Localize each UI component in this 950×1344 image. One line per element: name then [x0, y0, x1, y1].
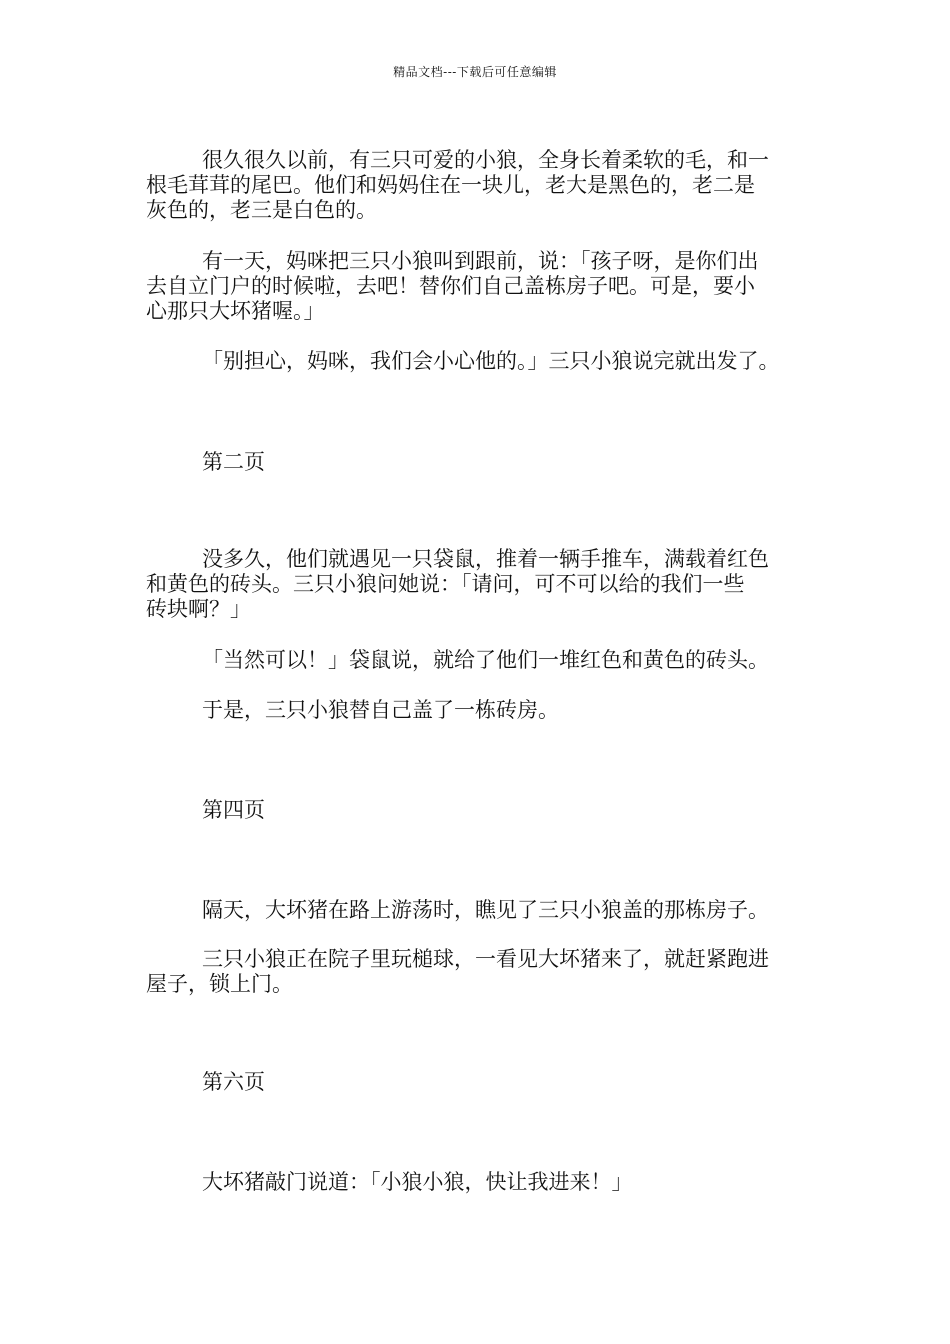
paragraph-5 — [146, 648, 818, 673]
section-heading: 第六页 — [202, 1070, 265, 1094]
paragraph-line: 大坏猪敲门说道：「小狼小狼，快让我进来！」 — [202, 1170, 633, 1194]
page-heading-2 — [146, 450, 818, 475]
paragraph-line: 没多久，他们就遇见一只袋鼠，推着一辆手推车，满载着红色 — [202, 547, 769, 571]
paragraph-line: 灰色的，老三是白色的。 — [146, 198, 377, 222]
paragraph-line: 隔天，大坏猪在路上游荡时，瞧见了三只小狼盖的那栋房子。 — [202, 898, 769, 922]
paragraph-line: 根毛茸茸的尾巴。他们和妈妈住在一块儿，老大是黑色的，老二是 — [146, 173, 755, 197]
paragraph-line: 屋子，锁上门。 — [146, 972, 293, 996]
paragraph-line: 砖块啊？」 — [146, 597, 251, 621]
paragraph-6 — [146, 698, 818, 723]
section-heading: 第四页 — [202, 798, 265, 822]
paragraph-line: 「当然可以！」袋鼠说，就给了他们一堆红色和黄色的砖头。 — [202, 648, 769, 672]
paragraph-line: 「别担心，妈咪，我们会小心他的。」三只小狼说完就出发了。 — [202, 349, 780, 373]
paragraph-3 — [146, 349, 818, 374]
paragraph-line: 三只小狼正在院子里玩槌球，一看见大坏猪来了，就赶紧跑进 — [202, 947, 769, 971]
page-heading-4 — [146, 798, 818, 823]
paragraph-line: 于是，三只小狼替自己盖了一栋砖房。 — [202, 698, 559, 722]
paragraph-line: 去自立门户的时候啦，去吧！替你们自己盖栋房子吧。可是，要小 — [146, 274, 755, 298]
paragraph-line: 有一天，妈咪把三只小狼叫到跟前，说：「孩子呀，是你们出 — [202, 249, 759, 273]
paragraph-line: 心那只大坏猪喔。」 — [146, 299, 325, 323]
section-heading: 第二页 — [202, 450, 265, 474]
paragraph-4 — [146, 547, 818, 622]
paragraph-2 — [146, 249, 818, 324]
page-header: 精品文档---下载后可任意编辑 — [393, 65, 557, 79]
paragraph-1 — [146, 148, 818, 223]
page-heading-6 — [146, 1070, 818, 1095]
paragraph-line: 和黄色的砖头。三只小狼问她说：「请问，可不可以给的我们一些 — [146, 572, 745, 596]
paragraph-line: 很久很久以前，有三只可爱的小狼，全身长着柔软的毛，和一 — [202, 148, 769, 172]
paragraph-8 — [146, 947, 818, 997]
paragraph-7 — [146, 898, 818, 923]
paragraph-9 — [146, 1170, 818, 1195]
